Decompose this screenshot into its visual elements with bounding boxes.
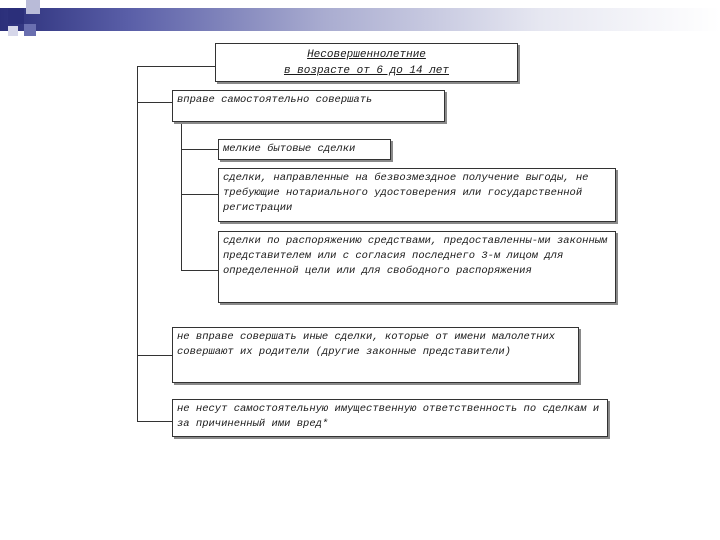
can-do-text: вправе самостоятельно совершать [177, 94, 373, 106]
decor-square-light [26, 0, 40, 14]
sub-item-box-3 [218, 231, 616, 303]
connector-main-trunk [137, 66, 138, 422]
decor-square-mid [24, 24, 36, 36]
connector-to-no-liability [137, 421, 172, 422]
connector-to-sub-3 [181, 270, 218, 271]
title-line-2: в возрасте от 6 до 14 лет [283, 65, 450, 77]
decor-square-pale [8, 26, 18, 36]
connector-sub-trunk [181, 122, 182, 271]
decor-square-dark [8, 8, 24, 24]
cannot-do-text: не вправе совершать иные сделки, которые от имени малолетних совершают их родители (другие законные представители) [177, 331, 556, 358]
no-liability-box [172, 399, 608, 437]
title-line-1: Несовершеннолетние [307, 49, 426, 61]
connector-to-sub-1 [181, 149, 218, 150]
sub-item-text-1: мелкие бытовые сделки [223, 143, 356, 155]
sub-item-box-2 [218, 168, 616, 222]
can-do-box [172, 90, 445, 122]
connector-to-cannot-do [137, 355, 172, 356]
sub-item-text-2: сделки, направленные на безвозмездное получение выгоды, не требующие нотариального удостоверения или государственной регистрации [223, 172, 589, 214]
no-liability-text: не несут самостоятельную имущественную ответственность по сделкам и за причиненный ими вред* [177, 403, 600, 430]
connector-title-left [137, 66, 215, 67]
connector-to-sub-2 [181, 194, 218, 195]
cannot-do-box [172, 327, 579, 383]
connector-to-can-do [137, 102, 172, 103]
sub-item-box-1 [218, 139, 391, 160]
title-box [215, 43, 518, 82]
header-gradient-bar [0, 8, 720, 31]
sub-item-text-3: сделки по распоряжению средствами, предоставленны-ми законным представителем или с согласия последнего 3-м лицом для определенной цели или для свободного распоряжения [223, 235, 608, 277]
